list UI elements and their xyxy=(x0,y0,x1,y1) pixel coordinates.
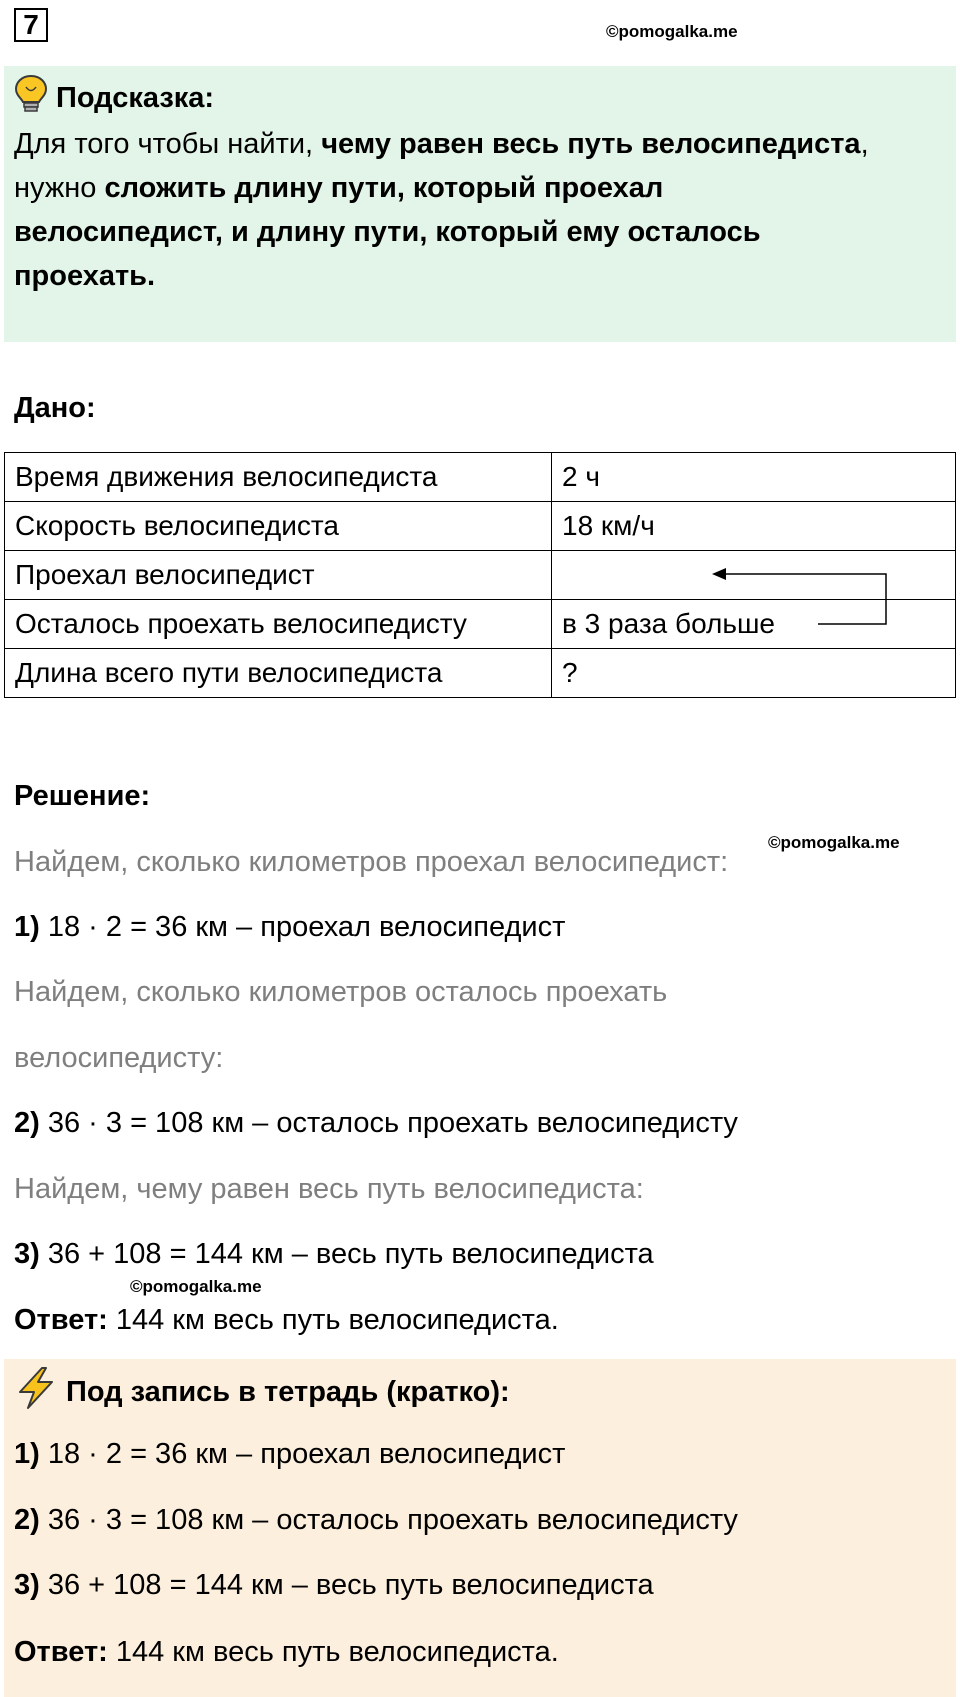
hint-segment: нужно xyxy=(14,172,105,204)
step-number: 3) xyxy=(14,1569,40,1601)
notebook-heading xyxy=(14,1366,510,1418)
hint-segment-bold: сложить длину пути, который проехал xyxy=(104,172,664,204)
step-text: 36 + 108 = 144 км – весь путь велосипедиста xyxy=(39,1569,654,1601)
step-number: 2) xyxy=(14,1107,40,1139)
hint-text xyxy=(14,122,939,298)
step-number: 1) xyxy=(14,1438,40,1470)
watermark: ©pomogalka.me xyxy=(768,833,900,852)
step-number: 3) xyxy=(14,1238,40,1270)
table-cell-label: Время движения велосипедиста xyxy=(5,453,552,502)
hint-title: Подсказка: xyxy=(56,81,215,114)
notebook-title: Под запись в тетрадь (кратко): xyxy=(66,1375,510,1408)
step1-line xyxy=(14,911,565,944)
table-cell-value: 2 ч xyxy=(552,453,956,502)
table-cell-label: Скорость велосипедиста xyxy=(5,502,552,551)
answer-label: Ответ: xyxy=(14,1636,108,1668)
step-text: 36 · 3 = 108 км – осталось проехать велосипедисту xyxy=(39,1504,738,1536)
notebook-answer xyxy=(14,1636,559,1669)
step2-note: Найдем, сколько километров осталось проехать xyxy=(14,976,668,1008)
table-cell-label: Проехал велосипедист xyxy=(5,551,552,600)
table-row xyxy=(5,649,956,698)
task-number: 7 xyxy=(14,8,48,42)
table-cell-value: в 3 раза больше xyxy=(552,600,956,649)
step3-line xyxy=(14,1238,654,1271)
step-text: 18 · 2 = 36 км – проехал велосипедист xyxy=(39,1438,566,1470)
step2-note-cont: велосипедисту: xyxy=(14,1042,224,1074)
step1-note: Найдем, сколько километров проехал велосипедист: xyxy=(14,846,729,878)
step-text: 18 · 2 = 36 км – проехал велосипедист xyxy=(39,911,566,943)
table-cell-value: 18 км/ч xyxy=(552,502,956,551)
step-text: 36 · 3 = 108 км – осталось проехать велосипедисту xyxy=(39,1107,738,1139)
table-cell-label: Длина всего пути велосипедиста xyxy=(5,649,552,698)
lightbulb-icon xyxy=(14,74,48,122)
hint-segment-bold: проехать. xyxy=(14,260,156,292)
given-title: Дано: xyxy=(14,392,96,424)
hint-segment-bold: велосипедист, и длину пути, который ему осталось xyxy=(14,216,761,248)
notebook-step3 xyxy=(14,1569,654,1602)
watermark: ©pomogalka.me xyxy=(606,22,738,41)
answer-text: 144 км весь путь велосипедиста. xyxy=(107,1304,559,1336)
hint-segment: , xyxy=(860,128,869,160)
notebook-step2 xyxy=(14,1504,738,1537)
table-cell-label: Осталось проехать велосипедисту xyxy=(5,600,552,649)
answer-text: 144 км весь путь велосипедиста. xyxy=(107,1636,559,1668)
notebook-step1 xyxy=(14,1438,565,1471)
step3-note: Найдем, чему равен весь путь велосипедиста: xyxy=(14,1173,644,1205)
step-text: 36 + 108 = 144 км – весь путь велосипедиста xyxy=(39,1238,654,1270)
step-number: 1) xyxy=(14,911,40,943)
lightning-icon xyxy=(14,1366,58,1418)
answer-label: Ответ: xyxy=(14,1304,108,1336)
watermark: ©pomogalka.me xyxy=(130,1277,262,1296)
reference-arrow-icon xyxy=(700,560,900,630)
table-cell-value: ? xyxy=(552,649,956,698)
table-row xyxy=(5,453,956,502)
hint-segment: Для того чтобы найти, xyxy=(14,128,322,160)
solution-title: Решение: xyxy=(14,780,151,812)
step-number: 2) xyxy=(14,1504,40,1536)
answer-line xyxy=(14,1304,559,1337)
table-row xyxy=(5,502,956,551)
hint-heading xyxy=(14,74,214,122)
hint-segment-bold: чему равен весь путь велосипедиста xyxy=(321,128,861,160)
step2-line xyxy=(14,1107,738,1140)
